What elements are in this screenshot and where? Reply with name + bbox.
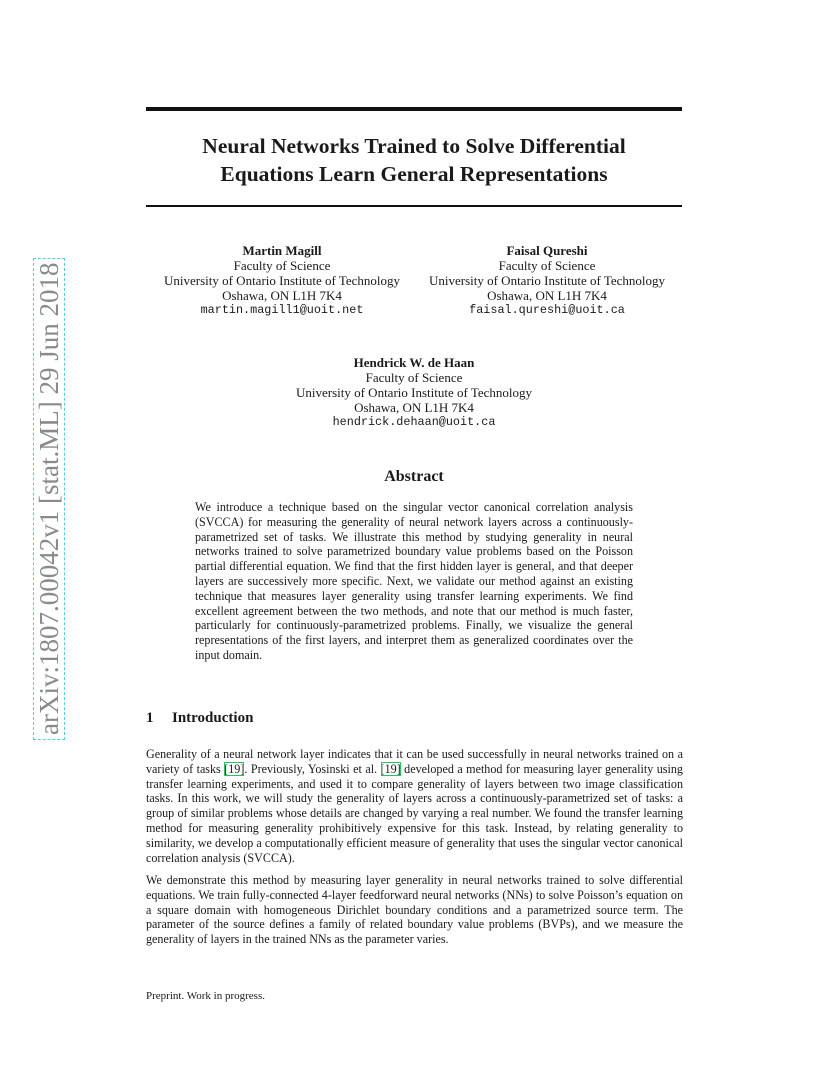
section-heading-introduction	[146, 710, 253, 727]
citation-link[interactable]: [19]	[224, 761, 245, 776]
paper-title-line-2: Equations Learn General Representations	[220, 162, 608, 186]
author-address: Oshawa, ON L1H 7K4	[354, 400, 474, 415]
author-address: Oshawa, ON L1H 7K4	[487, 288, 607, 303]
author-institution: University of Ontario Institute of Technology	[295, 385, 533, 400]
author-email: martin.magill1@uoit.net	[200, 303, 364, 317]
paper-title	[146, 132, 682, 188]
author-department: Faculty of Science	[498, 258, 596, 273]
title-bottom-rule	[146, 205, 682, 207]
author-institution: University of Ontario Institute of Technology	[163, 273, 401, 288]
author-block-1	[150, 243, 414, 318]
author-block-2	[414, 243, 680, 318]
citation-link[interactable]: [19]	[380, 761, 401, 776]
author-name: Faisal Qureshi	[506, 243, 588, 258]
intro-p1-text-c: developed a method for measuring layer generality using transfer learning experiments, and used it to compare generality of layers between two image classification tasks. In this work, we will study the generality of layers across a continuously-parametrized set of tasks: a group of similar problems whose details are changed by varying a real number. We found the transfer learning method for measuring generality prohibitively expensive for this task. Instead, by relating generality to similarity, we develop a computationally efficient measure of generality that uses the singular vector canonical correlation analysis (SVCCA).	[146, 761, 683, 865]
arxiv-identifier-stamp: arXiv:1807.00042v1 [stat.ML] 29 Jun 2018	[33, 258, 65, 740]
author-name: Martin Magill	[242, 243, 322, 258]
author-institution: University of Ontario Institute of Technology	[428, 273, 666, 288]
intro-paragraph-2: We demonstrate this method by measuring layer generality in neural networks trained to solve differential equations. We train fully-connected 4-layer feedforward neural networks (NNs) to solve Poisson’s equation on a square domain with homogeneous Dirichlet boundary conditions and a parametrized source term. The parameter of the source defines a family of related boundary value problems (BVPs), and we measure the generality of layers in the trained NNs as the parameter varies.	[146, 873, 683, 947]
intro-p1-text-a: Generality of a neural network layer indicates that it can be used successfully in neural networks trained on a variety of tasks	[146, 747, 683, 776]
intro-p1-text-b: . Previously, Yosinski et al.	[244, 761, 381, 776]
paper-title-line-1: Neural Networks Trained to Solve Differential	[202, 134, 626, 158]
abstract-heading: Abstract	[384, 468, 444, 485]
author-email: faisal.qureshi@uoit.ca	[469, 303, 625, 317]
author-department: Faculty of Science	[233, 258, 331, 273]
section-title: Introduction	[172, 710, 254, 726]
author-address: Oshawa, ON L1H 7K4	[222, 288, 342, 303]
author-name: Hendrick W. de Haan	[353, 355, 475, 370]
footer-note: Preprint. Work in progress.	[146, 990, 265, 1002]
section-number: 1	[146, 710, 154, 726]
intro-paragraph-1	[146, 747, 683, 865]
abstract-text: We introduce a technique based on the singular vector canonical correlation analysis (SVCCA) for measuring the generality of neural network layers across a continuously-parametrized set of tasks. We illustrate this method by studying generality in neural networks trained to solve parametrized boundary value problems based on the Poisson partial differential equation. We find that the first hidden layer is general, and that deeper layers are successively more specific. Next, we validate our method against an existing technique that measures layer generality using transfer learning experiments. We find excellent agreement between the two methods, and note that our method is much faster, particularly for continuously-parametrized problems. Finally, we visualize the general representations of the first layers, and interpret them as generalized coordinates over the input domain.	[195, 500, 633, 662]
author-department: Faculty of Science	[365, 370, 463, 385]
author-block-3	[146, 355, 682, 430]
title-top-rule	[146, 107, 682, 111]
author-email: hendrick.dehaan@uoit.ca	[332, 415, 496, 429]
